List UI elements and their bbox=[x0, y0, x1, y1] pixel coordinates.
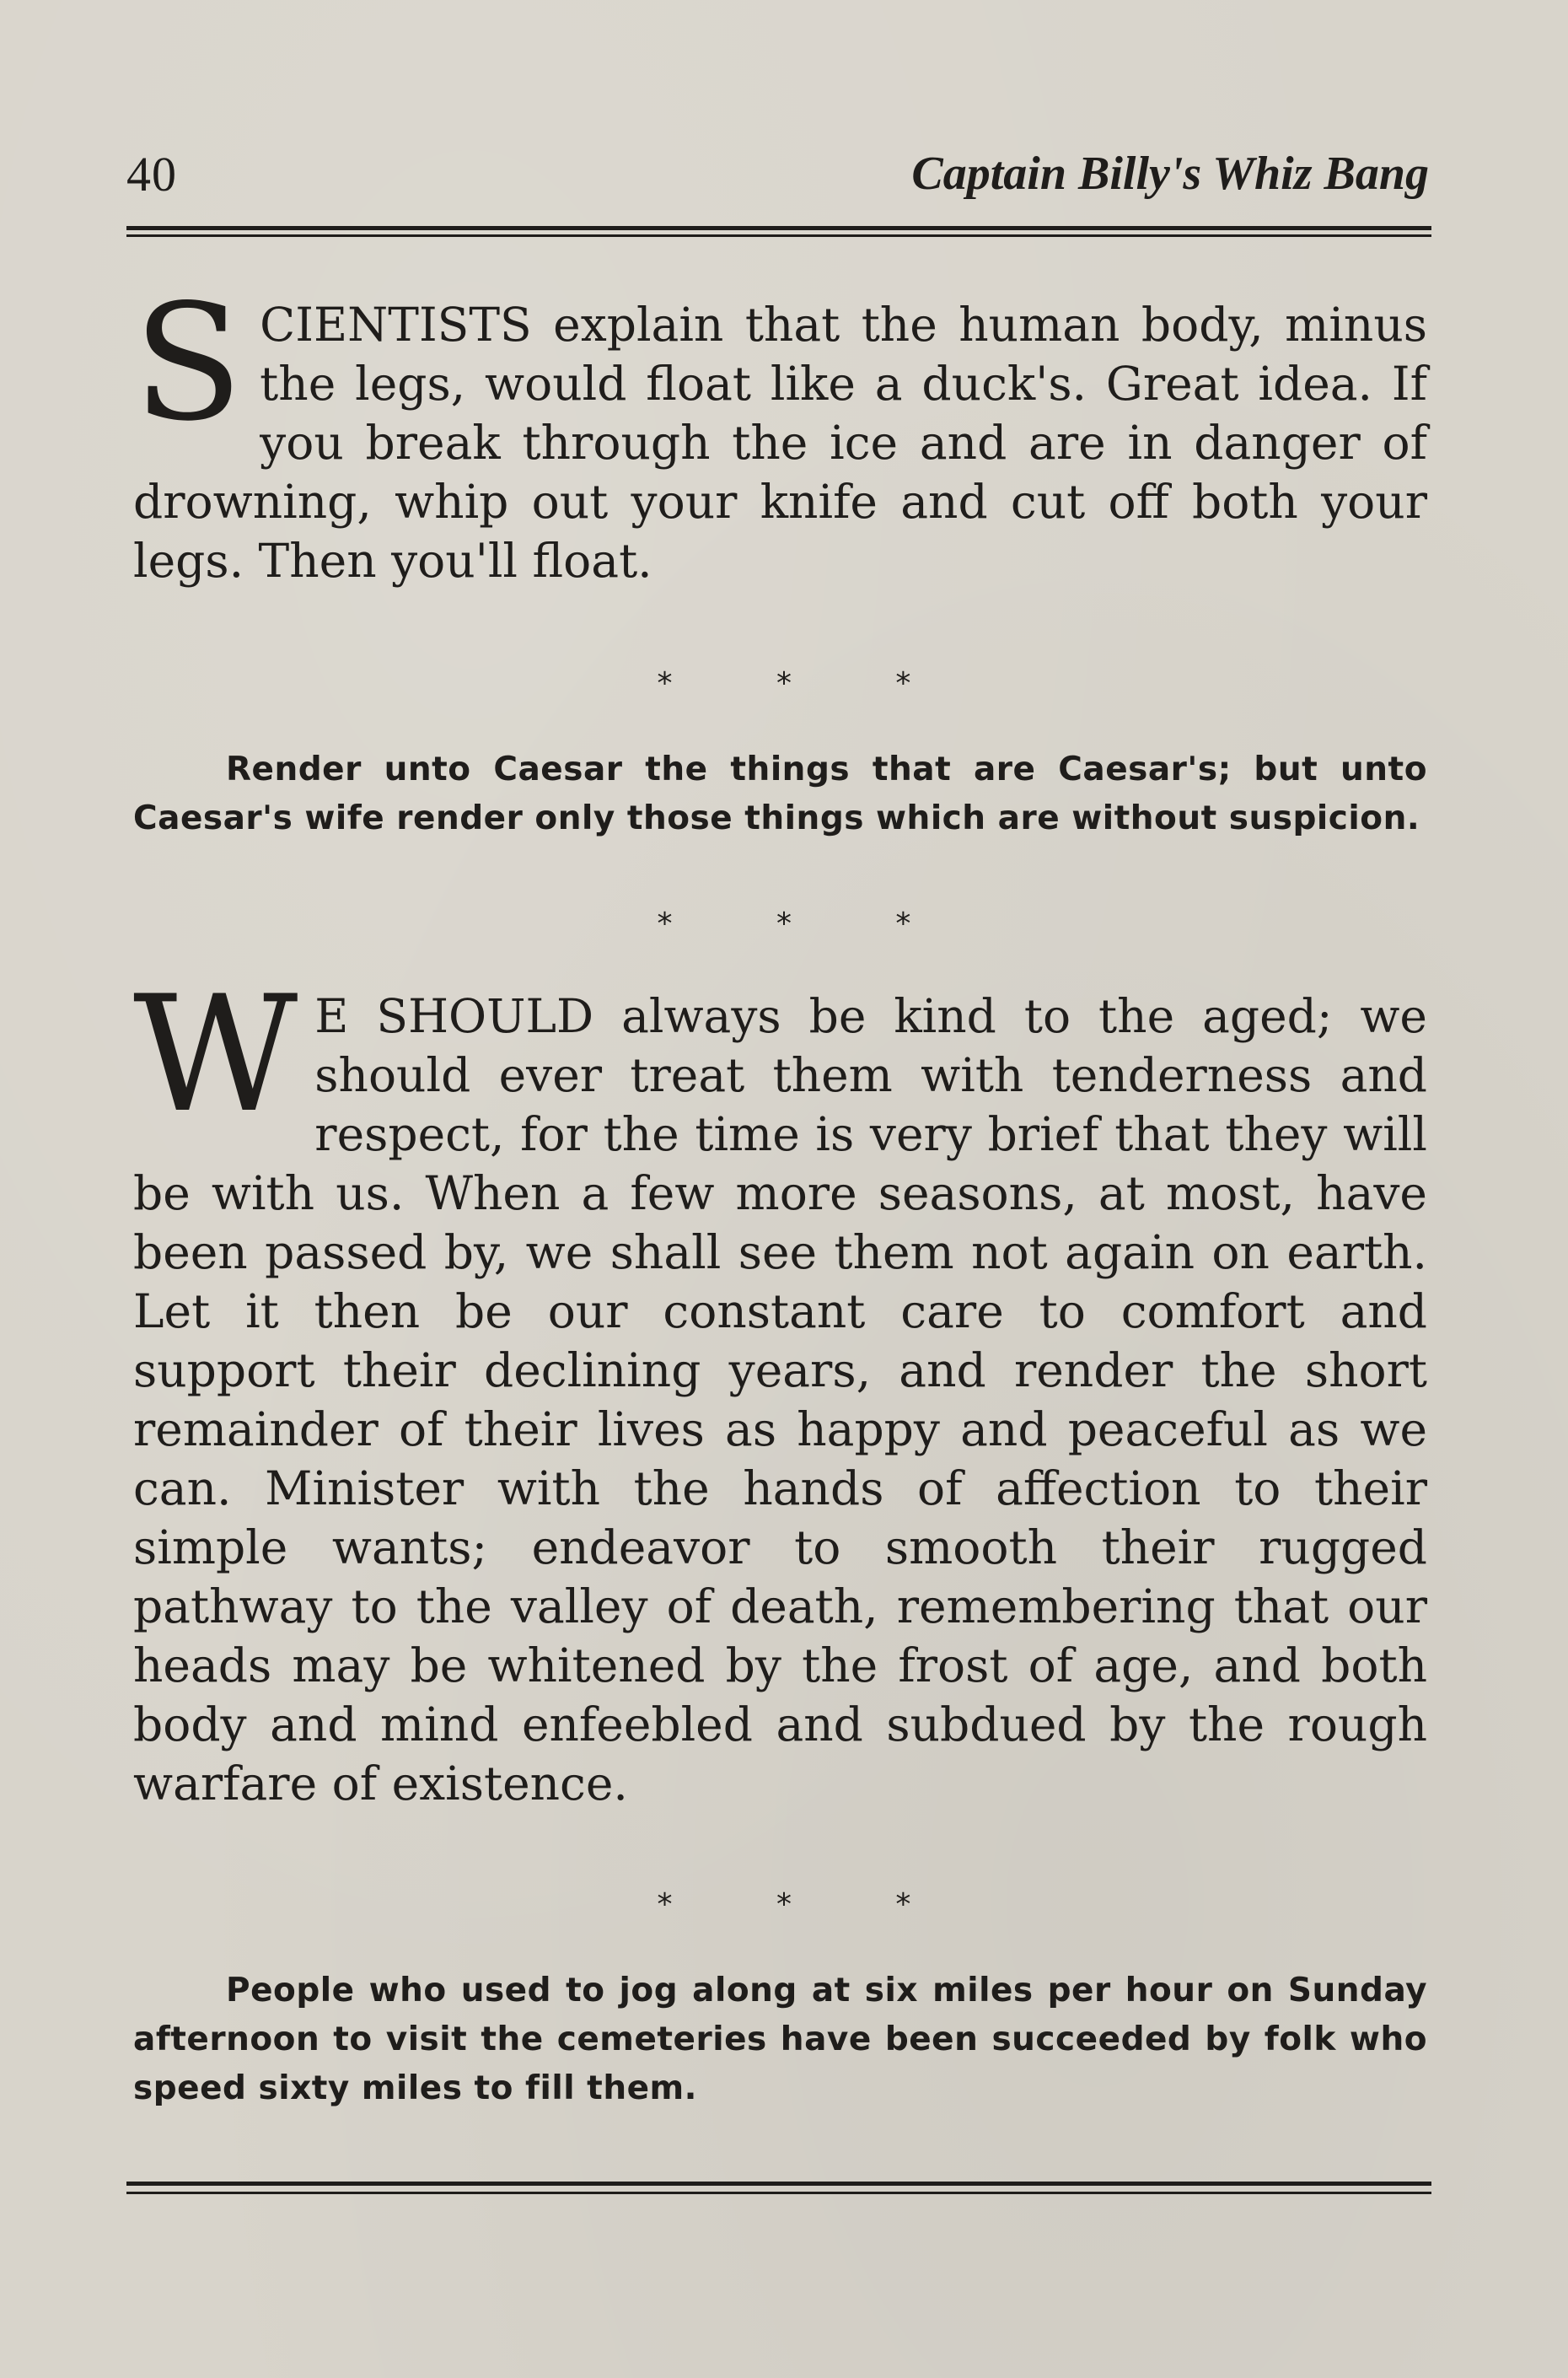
page-header bbox=[126, 147, 1429, 209]
running-title: Captain Billy's Whiz Bang bbox=[911, 148, 1429, 200]
page-number: 40 bbox=[126, 147, 177, 202]
paragraph-scientists bbox=[133, 270, 1427, 590]
paragraph-caesar: Render unto Caesar the things that are Caesar's; but unto Caesar's wife render only those things which are without suspicion. bbox=[133, 751, 1427, 837]
paragraph-aged bbox=[133, 961, 1427, 1813]
paragraph-scientists-text: CIENTISTS explain that the human body, minus the legs, would float like a duck's. Great idea. If you break through the ice and are in danger of drowning, whip out your knife and cut off both your legs. Then you'll float. bbox=[133, 298, 1427, 588]
section-separator-1: * * * bbox=[657, 666, 959, 701]
section-separator-3: * * * bbox=[657, 1887, 959, 1922]
drop-cap-w: W bbox=[133, 961, 298, 1148]
drop-cap-s: S bbox=[133, 270, 244, 456]
footer-rule-bottom bbox=[126, 2192, 1431, 2194]
paragraph-cemeteries: People who used to jog along at six miles per hour on Sunday afternoon to visit the cemeteries have been succeeded by folk who speed sixty miles to fill them. bbox=[133, 1972, 1427, 2107]
footer-rule-top bbox=[126, 2182, 1431, 2186]
section-separator-2: * * * bbox=[657, 907, 959, 941]
header-rule-top bbox=[126, 226, 1431, 230]
header-rule-bottom bbox=[126, 234, 1431, 237]
paragraph-aged-text: E SHOULD always be kind to the aged; we should ever treat them with tenderness and respect, for the time is very brief that they will be with us. When a few more seasons, at most, have been passed by, we shall see them not again on earth. Let it then be our constant care to comfort and support their declining years, and render the short remainder of their lives as happy and peaceful as we can. Minister with the hands of affection to their simple wants; endeavor to smooth their rugged pathway to the valley of death, remembering that our heads may be whitened by the frost of age, and both body and mind enfeebled and subdued by the rough warfare of existence. bbox=[133, 989, 1427, 1810]
